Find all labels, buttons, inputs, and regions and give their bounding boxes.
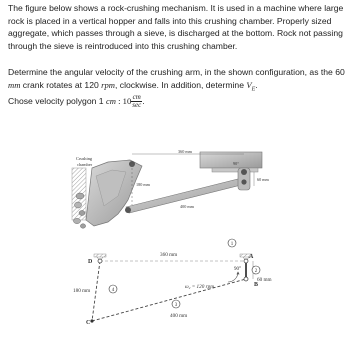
- point-A-label: A: [249, 254, 254, 260]
- link-4-label: 4: [111, 288, 115, 293]
- problem-description: The figure below shows a rock-crushing mechanism. It is used in a machine where large rock is placed in a vertical hopper and falls into this crushing chamber. Properly sized aggregate, which passes through a sieve, is discharged at the bottom. Rock not passing through the sieve is reintroduced into this crushing chamber.: [8, 3, 344, 51]
- task-velocity-subscript: E: [251, 86, 256, 93]
- bottom-dim-400: 400 mm: [170, 313, 188, 319]
- bottom-dim-360: 360 mm: [160, 252, 178, 258]
- link-3-label: 3: [174, 303, 178, 308]
- bottom-dim-60: 60 mm: [257, 277, 272, 283]
- task-text-3: , clockwise. In addition, determine: [115, 79, 247, 90]
- link-2-label: 2: [254, 269, 258, 274]
- task-text-4: .: [255, 79, 258, 90]
- point-B-label: B: [254, 282, 259, 288]
- top-dim-180: 180 mm: [136, 182, 150, 187]
- pivot-D: [98, 259, 102, 263]
- scale-text-1: Chose velocity polygon 1: [8, 95, 106, 106]
- top-crank-pivot: [241, 169, 247, 175]
- point-D-label: D: [88, 259, 93, 265]
- omega-label: ω₂ = 120 rpm: [185, 284, 214, 290]
- top-frame-mount: [212, 168, 258, 172]
- task-unit-rpm: rpm: [101, 79, 116, 90]
- pivot-C: [90, 319, 93, 322]
- scale-fraction-numerator: cm: [132, 93, 141, 101]
- point-C-label: C: [86, 320, 91, 326]
- ground-D: [94, 254, 106, 257]
- top-figure: [72, 149, 269, 228]
- pivot-A: [244, 259, 248, 263]
- pivot-B: [244, 277, 248, 281]
- top-angle-90: 90°: [233, 161, 239, 166]
- task-text-1: Determine the angular velocity of the crushing arm, in the shown configuration, as the 60: [8, 67, 345, 77]
- top-crank-pin: [241, 179, 246, 184]
- bottom-angle-90: 90°: [234, 267, 241, 272]
- top-frame-support: [200, 152, 262, 168]
- top-dim-360: 360 mm: [178, 149, 192, 154]
- scale-text-3: .: [142, 95, 145, 106]
- task-velocity-symbol: V: [246, 79, 252, 90]
- scale-fraction-denominator: sec: [132, 101, 142, 109]
- top-label-chamber-1: Crushing: [76, 156, 93, 161]
- top-label-chamber-2: chamber: [77, 162, 93, 167]
- task-unit-mm: mm: [8, 79, 21, 90]
- scale-unit-cm: cm: [105, 95, 116, 106]
- top-dim-60: 60 mm: [257, 177, 269, 182]
- bottom-figure: [73, 239, 272, 326]
- bottom-dim-180: 180 mm: [73, 288, 91, 294]
- scale-text-2: : 10: [115, 95, 132, 106]
- top-dim-400: 400 mm: [180, 204, 194, 209]
- task-text-2: crank rotates at 120: [20, 79, 102, 90]
- link-4: [92, 261, 100, 321]
- top-pivot-lower: [125, 207, 131, 213]
- omega-arrow: [228, 272, 238, 282]
- link-1-label: 1: [230, 242, 234, 247]
